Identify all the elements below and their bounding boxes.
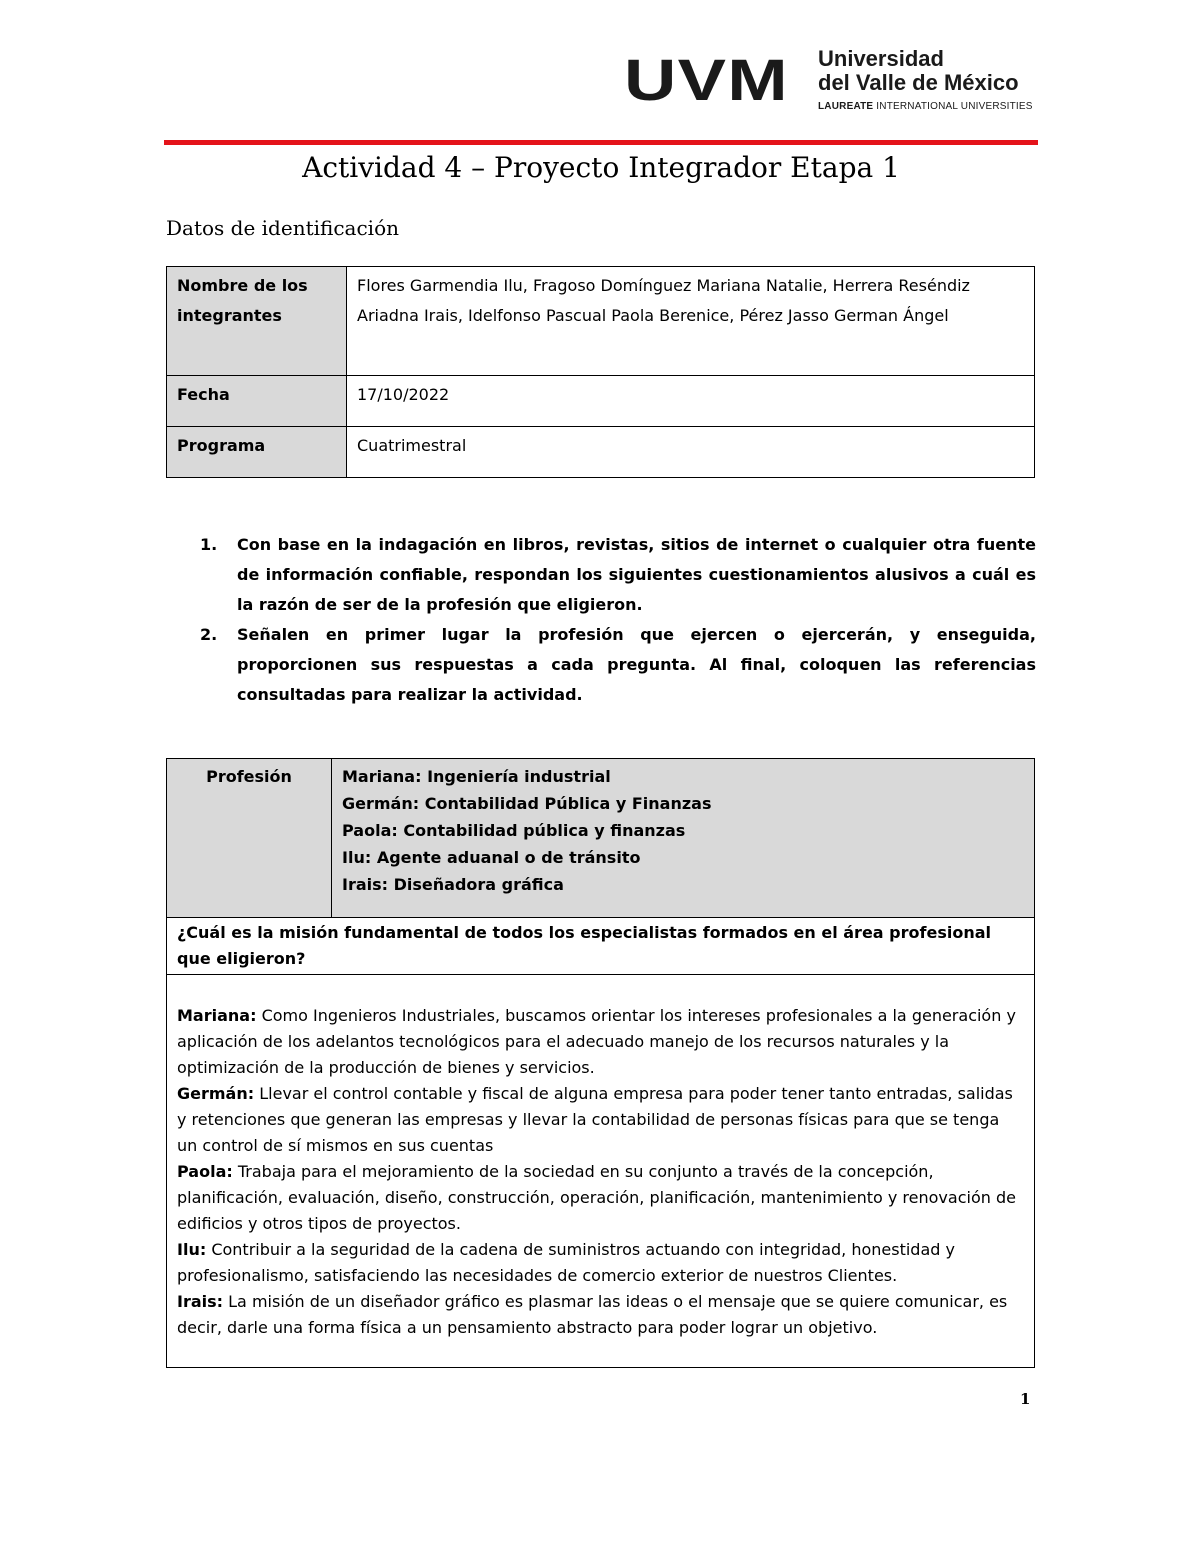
laureate-rest: INTERNATIONAL UNIVERSITIES [876, 101, 1033, 112]
member-name: Ilu: [342, 848, 372, 867]
laureate-bold: LAUREATE [818, 101, 874, 112]
profession-entry [342, 763, 1024, 790]
section-heading: Datos de identificación [166, 216, 399, 240]
table-row [167, 376, 1035, 427]
instruction-number: 2. [200, 625, 218, 644]
instruction-number: 1. [200, 535, 218, 554]
uvm-logo-mark: UVM [624, 48, 789, 113]
member-name: Paola: [342, 821, 398, 840]
members-label: Nombre de los integrantes [167, 267, 347, 376]
profession-entry [342, 817, 1024, 844]
answer-entry [177, 1289, 1024, 1341]
answer-text: Contribuir a la seguridad de la cadena de suministros actuando con integridad, honestidad y profesionalismo, satisfaciendo las necesidades de comercio exterior de nuestros Clientes. [177, 1240, 955, 1285]
answer-text: Trabaja para el mejoramiento de la sociedad en su conjunto a través de la concepción, planificación, evaluación, diseño, construcción, operación, planificación, mantenimiento y renovación de edificios y otros tipos de proyectos. [177, 1162, 1016, 1233]
table-row [167, 759, 1035, 918]
answer-text: Llevar el control contable y fiscal de alguna empresa para poder tener tanto entradas, salidas y retenciones que generan las empresas y llevar la contabilidad de personas físicas para que se tenga un control de sí mismos en sus cuentas [177, 1084, 1013, 1155]
answer-name: Paola: [177, 1162, 233, 1181]
university-name-line2: del Valle de México [818, 70, 1019, 95]
instruction-item [196, 530, 1036, 620]
table-row [167, 427, 1035, 478]
answers-cell [167, 975, 1035, 1368]
profession-entry [342, 790, 1024, 817]
member-career: Contabilidad pública y finanzas [403, 821, 686, 840]
university-name-line1: Universidad [818, 46, 944, 71]
laureate-tagline [818, 101, 1033, 112]
date-value: 17/10/2022 [347, 376, 1035, 427]
answer-text: Como Ingenieros Industriales, buscamos orientar los intereses profesionales a la generación y aplicación de los adelantos tecnológicos para el adecuado manejo de los recursos naturales y la optimización de la producción de bienes y servicios. [177, 1006, 1016, 1077]
profession-label: Profesión [167, 759, 332, 918]
date-label: Fecha [167, 376, 347, 427]
table-row [167, 918, 1035, 975]
question-text: ¿Cuál es la misión fundamental de todos los especialistas formados en el área profesional que eligieron? [167, 918, 1035, 975]
instruction-text: Señalen en primer lugar la profesión que ejercen o ejercerán, y enseguida, proporcionen sus respuestas a cada pregunta. Al final, coloquen las referencias consultadas para realizar la actividad. [237, 625, 1036, 704]
answer-name: Germán: [177, 1084, 255, 1103]
program-value: Cuatrimestral [347, 427, 1035, 478]
profession-table [166, 758, 1035, 1368]
instruction-item [196, 620, 1036, 710]
table-row [167, 975, 1035, 1368]
answer-text: La misión de un diseñador gráfico es plasmar las ideas o el mensaje que se quiere comunicar, es decir, darle una forma física a un pensamiento abstracto para poder lograr un objetivo. [177, 1292, 1008, 1337]
page-number: 1 [1020, 1390, 1031, 1408]
instructions-list [196, 530, 1036, 710]
profession-entry [342, 871, 1024, 898]
answer-entry [177, 1003, 1024, 1081]
member-name: Germán: [342, 794, 420, 813]
profession-entry [342, 844, 1024, 871]
member-career: Ingeniería industrial [427, 767, 611, 786]
answer-entry [177, 1081, 1024, 1159]
answer-entry [177, 1237, 1024, 1289]
document-title: Actividad 4 – Proyecto Integrador Etapa 1 [302, 151, 900, 184]
members-value: Flores Garmendia Ilu, Fragoso Domínguez Mariana Natalie, Herrera Reséndiz Ariadna Irais, Idelfonso Pascual Paola Berenice, Pérez Jasso German Ángel [347, 267, 1035, 376]
member-career: Diseñadora gráfica [393, 875, 564, 894]
instruction-text: Con base en la indagación en libros, revistas, sitios de internet o cualquier otra fuente de información confiable, respondan los siguientes cuestionamientos alusivos a cuál es la razón de ser de la profesión que eligieron. [237, 535, 1036, 614]
member-career: Agente aduanal o de tránsito [376, 848, 641, 867]
member-name: Mariana: [342, 767, 422, 786]
identification-table [166, 266, 1035, 478]
table-row [167, 267, 1035, 376]
header-red-rule [164, 140, 1038, 145]
answer-name: Irais: [177, 1292, 224, 1311]
uvm-logo [624, 44, 1044, 124]
answer-name: Mariana: [177, 1006, 257, 1025]
member-name: Irais: [342, 875, 389, 894]
profession-list [332, 759, 1035, 918]
answer-name: Ilu: [177, 1240, 207, 1259]
member-career: Contabilidad Pública y Finanzas [424, 794, 712, 813]
answer-entry [177, 1159, 1024, 1237]
program-label: Programa [167, 427, 347, 478]
